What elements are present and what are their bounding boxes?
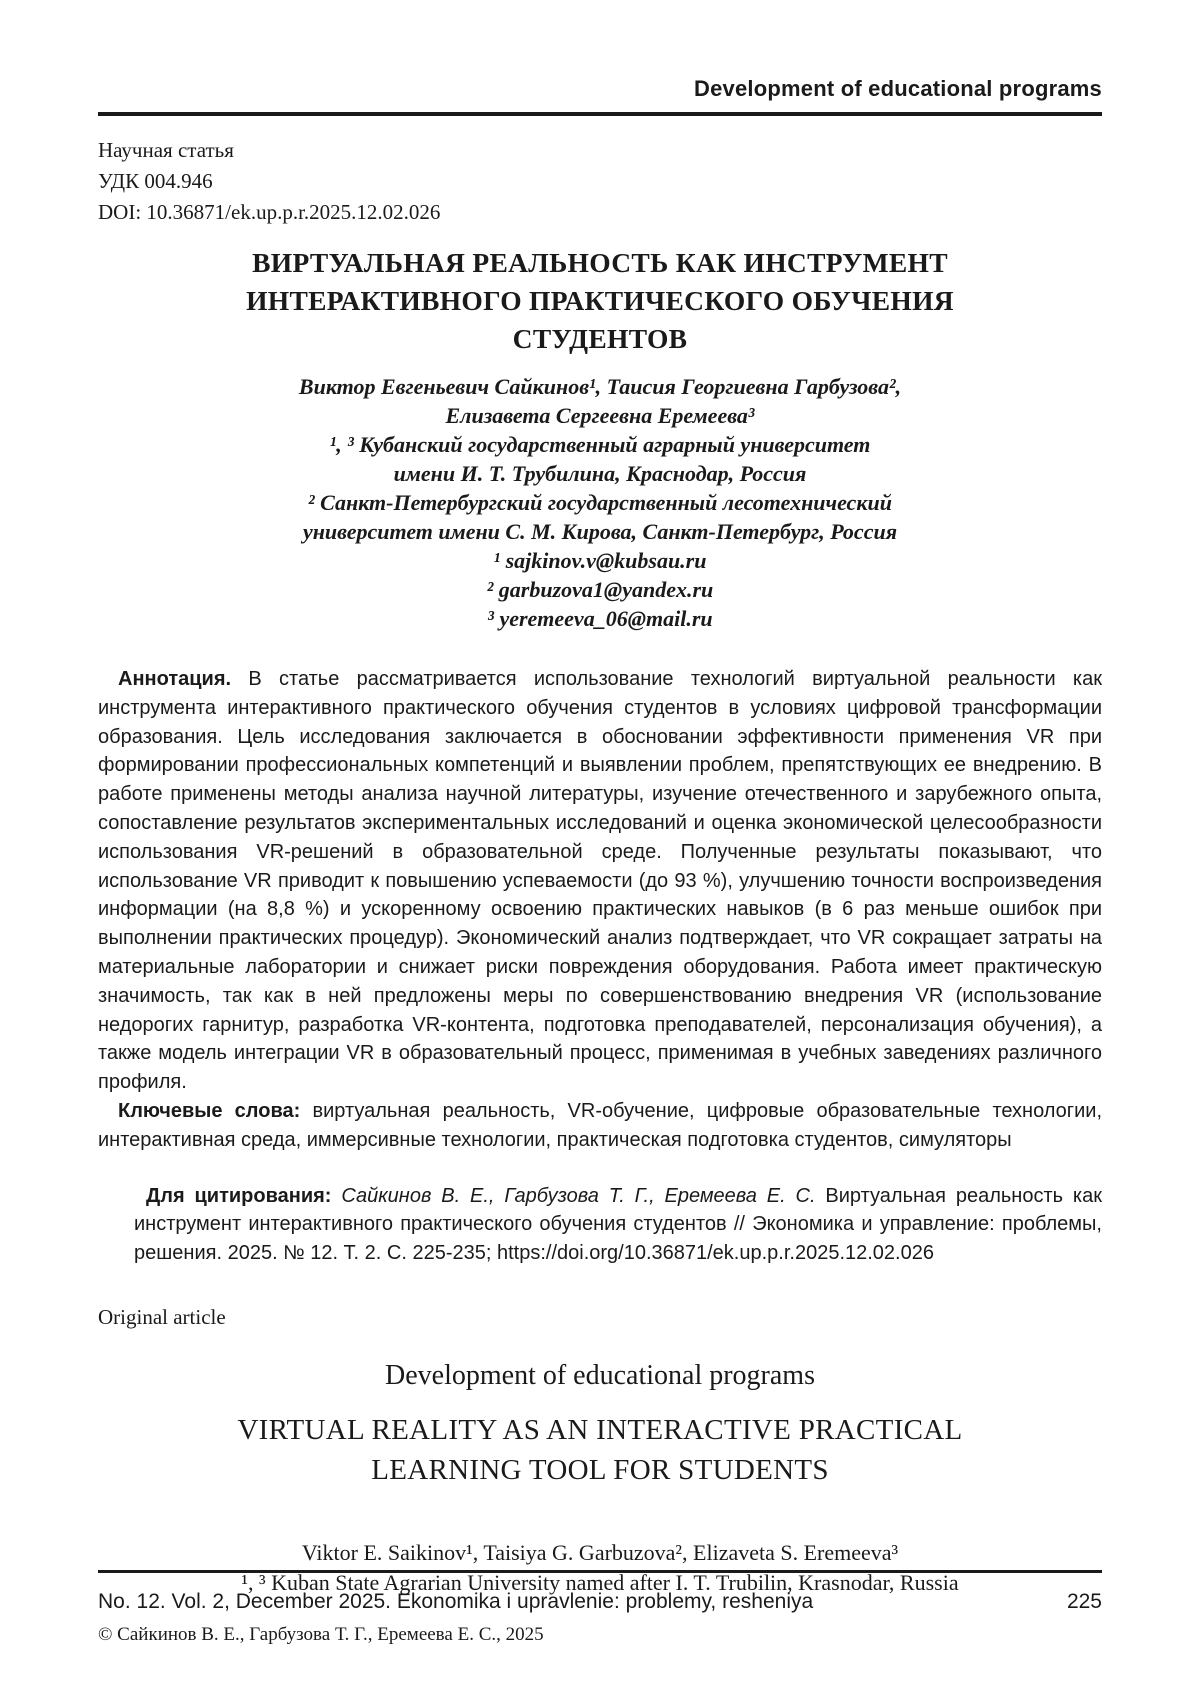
affiliation-line-en: ¹, ³ Kuban State Agrarian University named after I. T. Trubilin, Krasnodar, Russia: [241, 1569, 959, 1595]
title-en: [98, 1410, 1102, 1490]
udc-label: УДК 004.946: [98, 169, 213, 193]
keywords-label: Ключевые слова:: [118, 1099, 313, 1122]
author-names-line: Елизавета Сергеевна Еремеева³: [445, 403, 755, 428]
affiliation-line: ¹, ³ Кубанский государственный аграрный университет: [329, 432, 871, 457]
page-number: 225: [1066, 1590, 1102, 1613]
abstract-text: В статье рассматривается использование технологий виртуальной реальности как инструмента интерактивного практического обучения студентов в условиях цифровой трансформации образования. Цель исследования заключается в обосновании эффективности применения VR при формировании профессиональных компетенций и выявлении проблем, препятствующих ее внедрению. В работе применены методы анализа научной литературы, изучение отечественного и зарубежного опыта, сопоставление результатов экспериментальных исследований и оценка экономической целесообразности использования VR-решений в образовательной среде. Полученные результаты показывают, что использование VR приводит к повышению успеваемости (до 93 %), улучшению точности воспроизведения информации (на 8,8 %) и ускоренному освоению практических навыков (в 6 раз меньше ошибок при выполнении практических процедур). Экономический анализ подтверждает, что VR сокращает затраты на материальные лаборатории и снижает риски повреждения оборудования. Работа имеет практическую значимость, так как в ней предложены меры по совершенствованию внедрения VR (использование недорогих гарнитур, разработка VR-контента, подготовка преподавателей, персонализация обучения), а также модель интеграции VR в образовательный процесс, применимая в учебных заведениях различного профиля.: [98, 668, 1102, 1094]
title-en-line: VIRTUAL REALITY AS AN INTERACTIVE PRACTICAL: [237, 1413, 963, 1446]
header-rule: [98, 112, 1102, 116]
citation-authors: Сайкинов В. Е., Гарбузова Т. Г., Еремеева Е. С.: [341, 1184, 826, 1207]
abstract-keywords-block: [98, 665, 1102, 1155]
citation-paragraph: [134, 1182, 1102, 1268]
footer-journal-info: No. 12. Vol. 2, December 2025. Ekonomika i upravlenie: problemy, resheniya: [98, 1590, 814, 1613]
page-footer: [98, 1570, 1102, 1614]
authors-ru-block: [98, 372, 1102, 633]
running-head: Development of educational programs: [694, 76, 1102, 101]
article-meta: [98, 135, 1102, 228]
affiliation-line: университет имени С. М. Кирова, Санкт-Петербург, Россия: [302, 519, 898, 544]
affiliation-line: ² Санкт-Петербургский государственный лесотехнический: [308, 490, 892, 515]
citation-label: Для цитирования:: [146, 1184, 342, 1207]
doi-label: DOI: 10.36871/ek.up.p.r.2025.12.02.026: [98, 200, 441, 224]
author-email: ³ yeremeeva_06@mail.ru: [487, 606, 713, 631]
author-email: ² garbuzova1@yandex.ru: [486, 577, 714, 602]
keywords-text: виртуальная реальность, VR-обучение, цифровые образовательные технологии, интерактивная среда, иммерсивные технологии, практическая подготовка студентов, симуляторы: [98, 1099, 1103, 1151]
title-ru-line: СТУДЕНТОВ: [512, 323, 688, 354]
author-names-line-en: Viktor E. Saikinov¹, Taisiya G. Garbuzova², Elizaveta S. Eremeeva³: [301, 1539, 899, 1565]
affiliation-line: имени И. Т. Трубилина, Краснодар, Россия: [393, 461, 807, 486]
title-ru: [98, 244, 1102, 358]
keywords-paragraph: [98, 1097, 1102, 1155]
title-ru-line: ВИРТУАЛЬНАЯ РЕАЛЬНОСТЬ КАК ИНСТРУМЕНТ: [252, 247, 948, 278]
abstract-paragraph: [98, 665, 1102, 1097]
section-title-en: Development of educational programs: [385, 1359, 815, 1391]
original-article-label: Original article: [98, 1304, 226, 1329]
citation-text: Виртуальная реальность как инструмент интерактивного практического обучения студентов // Экономика и управление: проблемы, решения. 2025. № 12. Т. 2. С. 225-235; https://doi.org/10.36871/ek.up.p.r.2025.12.02.026: [134, 1184, 1102, 1265]
abstract-label: Аннотация.: [118, 668, 232, 690]
title-en-line: LEARNING TOOL FOR STUDENTS: [371, 1453, 829, 1486]
copyright-line: © Сайкинов В. Е., Гарбузова Т. Г., Еремеева Е. С., 2025: [98, 1623, 544, 1645]
title-ru-line: ИНТЕРАКТИВНОГО ПРАКТИЧЕСКОГО ОБУЧЕНИЯ: [246, 285, 954, 316]
author-names-line: Виктор Евгеньевич Сайкинов¹, Таисия Георгиевна Гарбузова²,: [298, 374, 902, 399]
author-email: ¹ sajkinov.v@kubsau.ru: [493, 548, 707, 573]
article-type-label: Научная статья: [98, 138, 234, 162]
